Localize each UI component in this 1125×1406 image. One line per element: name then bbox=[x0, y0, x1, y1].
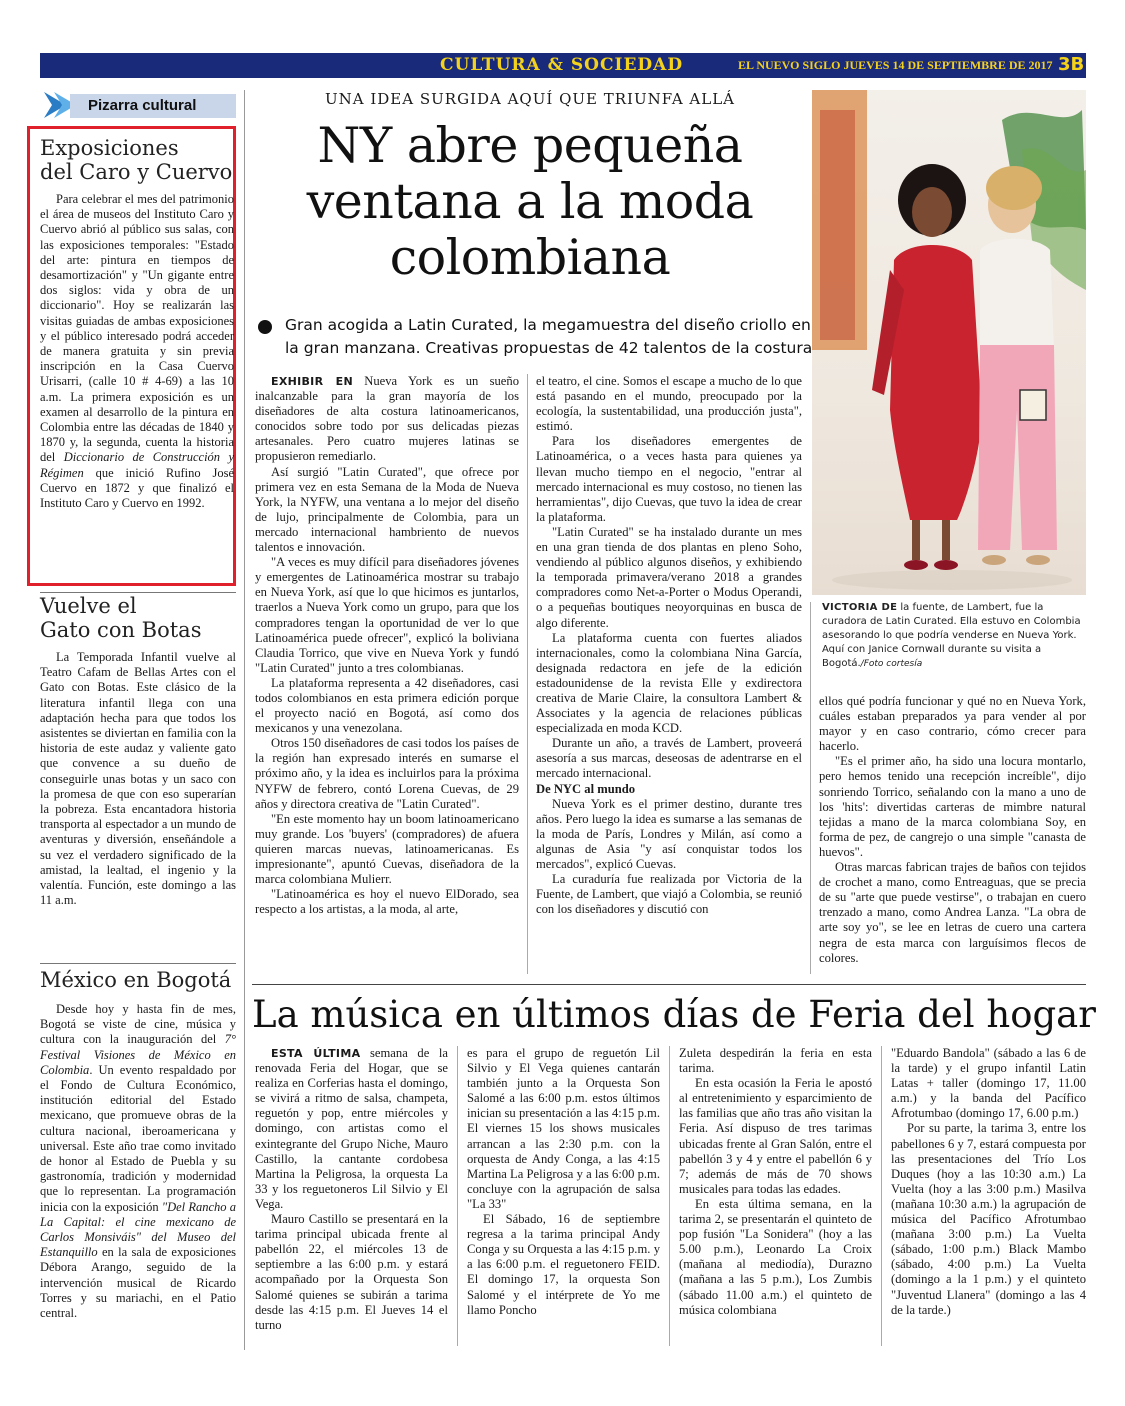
feria-col-1: ESTA ÚLTIMA semana de la renovada Feria del Hogar, que se realiza en Corferias hasta el domingo, se vivirá a ritmo de salsa, champeta, reguetón y pop, entre miércoles y domingo, con artistas como el exintegrante del Grupo Niche, Mauro Castillo, la cantante cordobesa Martina la Peligrosa, la orquesta La 33 y los reguetoneros Lil Silvio y El Vega. Mauro Castillo se presentará en la tarima principal ubicada frente al pabellón 22, el miércoles 13 de septiembre a las 6:00 p.m. y estará acompañado por la Orquesta Son Salomé quienes se subirán a tarima desde las 4:15 p.m. El Jueves 14 el turno bbox=[255, 1046, 449, 1332]
article-col-2: el teatro, el cine. Somos el escape a mucho de lo que está pasando en el mundo, preocupado por la ecología, la sustentabilidad, una producción justa", estimó. Para los diseñadores emergentes de Latinoamérica, o a veces hasta para quienes ya llevan mucho tiempo en el negocio, "entrar al mercado internacional es muy costoso, no tienen las herramientas", dijo Cuevas, que tuvo la idea de crear la plataforma. "Latin Curated" se ha instalado durante un mes en una gran tienda de dos plantas en pleno Soho, vendiendo al público algunos diseños, y exhibiendo la temporada primavera/verano 2018 a grandes compradores como Net-a-Porter o Modus Operandi, o a pequeñas boutiques neoyorquinas en busca de algo diferente. La plataforma cuenta con fuertes aliados internacionales, como la colombiana Nina García, designada redactora en jefe de la edición estadounidense de la revista Elle y exdirectora creativa de Marie Claire, la consultora Lambert & Associates y la agencia de relaciones públicas especializada en moda KCD. Durante un año, a través de Lambert, proveerá asesoría a sus marcas, deseosas de adentrarse en el mercado internacional. De NYC al mundo Nueva York es el primer destino, durante tres años. Pero luego la idea es sumarse a las semanas de la moda de París, Londres y Milán, así como a algunas de Asia "y así conquistar todos los mercados", explicó Cuevas. La curaduría fue realizada por Victoria de la Fuente, de Lambert, que viajó a Colombia, se reunió con los diseñadores y discutió con bbox=[536, 374, 803, 917]
sidebar-item-gato-botas bbox=[40, 594, 236, 908]
article-col-1: EXHIBIR EN Nueva York es un sueño inalcanzable para la gran mayoría de los diseñadores de alta costura latinoamericanos, conocidos sobre todo por sus delicadas piezas artesanales. Pero cuatro mujeres latinas se propusieron remediarlo. Así surgió "Latin Curated", que ofrece por primera vez en esta Semana de la Moda de Nueva York, la NYFW, una ventana a lo mejor del diseño de lujo, principalmente de Colombia, para un mercado internacional hambriento de nuevos talentos e innovación. "A veces es muy difícil para diseñadores jóvenes y emergentes de Latinoamérica mostrar su trabajo en Nueva York, así que lo que hicimos es juntarlos, traerlos a Nueva York como un grupo, para que los compradores tengan la oportunidad de ver lo que Latinoamérica puede ofrecer", explicó la boliviana Claudia Torrico, que vive en Nueva York y fundó "Latin Curated" junto a tres colombianas. La plataforma representa a 42 diseñadores, casi todos colombianos en esta primera edición porque el proyecto nació en Bogotá, así como dos mexicanos y una venezolana. Otros 150 diseñadores de casi todos los países de la región han expresado interés en sumarse el próximo año, y la idea es incluirlos para la próxima NYFW de febrero, contó Lorena Cuevas, de 29 años y directora creativa de "Latin Curated". "En este momento hay un boom latinoamericano muy grande. Los 'buyers' (compradores) de afuera quieren marcas nuevas, latinoamericanas. Es impresionante", apuntó Cuevas, diseñadora de la marca colombiana Mulierr. "Latinoamérica es hoy el nuevo ElDorado, sea respecto a los artistas, a la moda, al arte, bbox=[255, 374, 519, 917]
article-col-3: ellos qué podría funcionar y qué no en Nueva York, cuáles estaban preparados ya para vender al por mayor y en caso contrario, cómo crecer para hacerlo. "Es el primer año, ha sido una locura montarlo, pero hemos tenido una recepción increíble", dijo sonriendo Torrico, señalando con la mano a uno de los 'hits': divertidas carteras de mimbre natural tejidas a mano de la marca colombiana Soy, en forma de pez, de cangrejo o una simple "canasta de huevos". Otras marcas fabrican trajes de baños con tejidos de crochet a mano, como Entreaguas, que se precia de su "arte que puede vestirse", o trabajan en cuero trenzado a mano, como Andrea Lanza. "La obra de arte soy yo", se lee en letras de cuero una cartera negra de esta marca con larguísimos flecos de colores. bbox=[819, 694, 1086, 965]
photo-image bbox=[812, 90, 1086, 595]
feria-headline: La música en últimos días de Feria del hogar bbox=[252, 993, 1096, 1036]
item-title: Exposiciones del Caro y Cuervo bbox=[40, 136, 233, 184]
page-number: 3B bbox=[1058, 54, 1085, 75]
item-body: Para celebrar el mes del patrimonio el área de museos del Instituto Caro y Cuervo abrió al público sus salas, con las exposiciones temporales: "Estado del arte: pintura en tiempos de desamortización" y "Un gigante entre dos siglos: vida y obra de un diccionario". Hoy se realizarán las visitas guiadas de ambas exposiciones y el público interesado podrá acceder de manera gratuita y sin previa inscripción en la Casa Cuervo Urisarri, (calle 10 # 4-69) a las 10 a.m. La primera exposición es un examen al desarrollo de la pintura en Colombia entre las décadas de 1840 y 1870 y, la segunda, cuenta la historia del Diccionario de Construcción y Régimen que inició Rufino José Cuervo en 1872 y que finalizó el Instituto Caro y Cuervo en 1992. bbox=[40, 192, 234, 511]
article-kicker: UNA IDEA SURGIDA AQUÍ QUE TRIUNFA ALLÁ bbox=[324, 90, 736, 108]
section-title: CULTURA & SOCIEDAD bbox=[440, 55, 684, 75]
paper-date: EL NUEVO SIGLO JUEVES 14 DE SEPTIEMBRE DE 2017 bbox=[738, 58, 1053, 72]
feria-col-4: "Eduardo Bandola" (sábado a las 6 de la tarde) y el grupo infantil Latin Latas + taller (domingo 17, 11.00 a.m.) y la banda del Pacífico Afrotumbao (domingo 17, 6.00 p.m.) Por su parte, la tarima 3, entre los pabellones 6 y 7, estará compuesta por las presentaciones del Trío Los Duques (hoy a las 10:30 a.m.) La Vuelta (hoy a las 3:00 p.m.) Masilva (mañana 10:30 a.m.) la agrupación de música del Pacífico Afrotumbao (mañana 3:00 p.m.) La Vuelta (sábado, 1:00 p.m.) Black Mambo (sábado, 4:00 p.m.) La Vuelta (domingo a la 1 p.m.) y el quinteto "Juventud Llanera" (domingo a las 4 de la tarde.) bbox=[891, 1046, 1086, 1317]
item-title: Vuelve el Gato con Botas bbox=[40, 594, 202, 642]
item-title: México en Bogotá bbox=[40, 968, 232, 992]
pizarra-tag bbox=[40, 90, 236, 120]
article-photo bbox=[812, 90, 1086, 595]
bullet-icon bbox=[258, 320, 272, 334]
pizarra-tag-label: Pizarra cultural bbox=[88, 97, 197, 114]
feria-col-3: Zuleta despedirán la feria en esta tarima. En esta ocasión la Feria le apostó al entretenimiento y esparcimiento de las familias que año tras año visitan la Feria. Así dispuso de tres tarimas ubicadas frente al Gran Salón, entre el pabellón 3 y 4 y entre el pabellón 6 y 7; además de más de 70 shows musicales para todas las edades. En esta última semana, en la tarima 2, se presentarán el quinteto de pop fusión "La Sonidera" (hoy a las 5.00 p.m.), Leonardo La Croix (mañana al mediodía), Durazno (mañana a las 5 p.m.), Los Zumbis (sábado 11.00 a.m.) el quinteto de música colombiana bbox=[679, 1046, 872, 1317]
feria-col-2: es para el grupo de reguetón Lil Silvio y El Vega quienes cantarán también junto a la Orquesta Son Salomé a las 6:00 p.m. estos últimos inician su presentación a las 4:15 p.m. El viernes 15 los shows musicales arrancan a las 2:30 p.m. con la orquesta de Andy Conga, a las 4:15 Martina La Peligrosa y a las 6:00 p.m. concluye con la agrupación de salsa "La 33" El Sábado, 16 de septiembre regresa a la tarima principal Andy Conga y su Orquesta a las 4:15 p.m. y a las 6:00 p.m. el reguetonero FEID. El domingo 17, la orquesta Son Salomé y el intérprete de Yo me llamo Poncho bbox=[467, 1046, 660, 1317]
sidebar-item-mexico bbox=[40, 968, 236, 1321]
item-body: La Temporada Infantil vuelve al Teatro Cafam de Bellas Artes con el Gato con Botas. Este clásico de la literatura infantil llega con una adaptación hecha para que todos los asistentes se diviertan en familia con la historia de este audaz y valiente gato que convence a su dueño de conseguirle unas botas y un saco con la promesa de que con eso superarían la pobreza. Esta encantadora historia transporta al espectador a un mundo de aventuras y diversión, enseñándole a su vez el verdadero significado de la amistad, la lealtad, el ingenio y la valentía. Función, este domingo a las 11 a.m. bbox=[40, 650, 236, 908]
photo-caption: VICTORIA DE la fuente, de Lambert, fue la curadora de Latin Curated. Ella estuvo en Colombia asesorando lo que podría venderse en Nueva York. Aquí con Janice Cornwall durante su visita a Bogotá./Foto cortesía bbox=[822, 602, 1081, 669]
article-deck: Gran acogida a Latin Curated, la megamuestra del diseño criollo en la gran manzana. Creativas propuestas de 42 talentos de la costura bbox=[255, 314, 813, 360]
sidebar-item-caro-cuervo bbox=[40, 136, 234, 511]
section-banner bbox=[40, 53, 1086, 78]
article-headline: NY abre pequeña ventana a la moda colombiana bbox=[306, 117, 754, 286]
item-body: Desde hoy y hasta fin de mes, Bogotá se viste de cine, música y cultura con la inauguración del 7° Festival Visiones de México en Colombia. Un evento respaldado por el Fondo de Cultura Económico, institución editorial del Estado mexicano, que promueve obras de la cultura nacional, iberoamericana y universal. Este año trae como invitado de honor al Estado de Puebla y su gastronomía, tradición y modernidad que lo representan. La programación inicia con la exposición "Del Rancho a La Capital: el cine mexicano de Carlos Monsiváis" del Museo del Estanquillo en la sala de exposiciones Débora Arango, seguido de la intervención musical de Ricardo Torres y su mariachi, en el Patio central. bbox=[40, 1002, 236, 1321]
